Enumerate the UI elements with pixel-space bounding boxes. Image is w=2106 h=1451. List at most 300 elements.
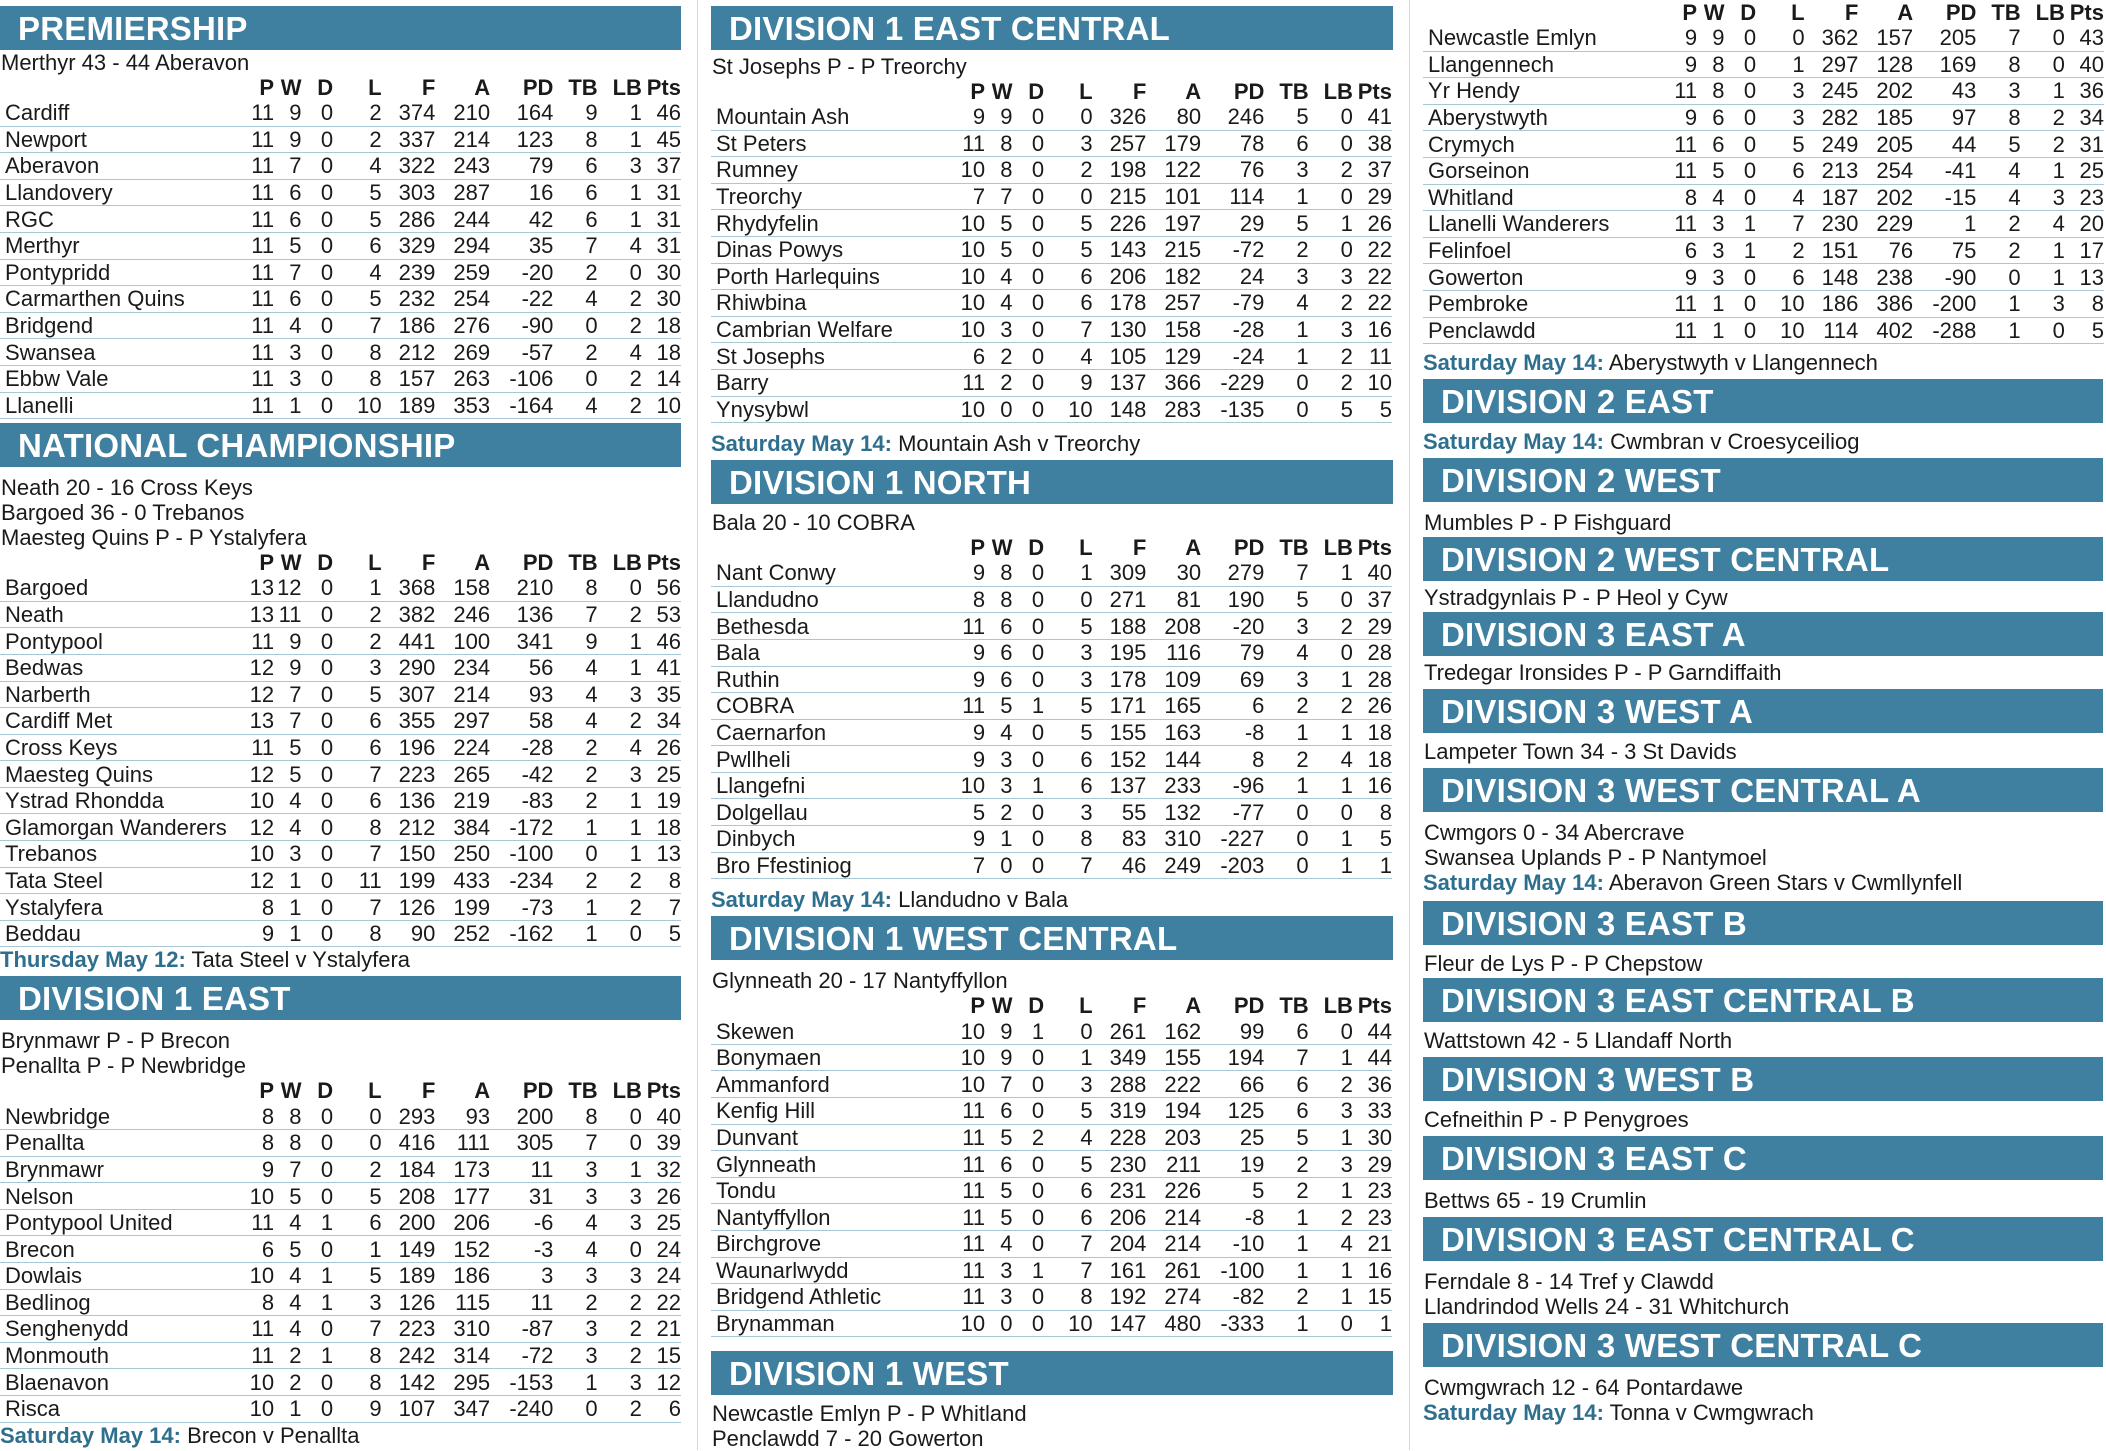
points-against-cell: 157 [1858,25,1913,51]
points-for-cell: 150 [382,841,436,868]
points-against-cell: 155 [1146,1044,1201,1071]
drawn-cell: 0 [301,575,333,601]
points-difference-cell: 29 [1201,210,1264,237]
drawn-cell: 1 [1012,693,1044,720]
drawn-cell: 0 [1012,560,1044,586]
won-cell: 2 [274,1342,301,1369]
played-cell: 7 [941,852,985,879]
lost-cell: 5 [333,179,381,206]
played-cell: 9 [1653,104,1697,131]
points-for-cell: 152 [1093,746,1147,773]
won-cell: 4 [985,263,1012,290]
drawn-cell: 1 [1012,772,1044,799]
losing-bonus-cell: 4 [598,734,642,761]
points-difference-cell: 341 [490,628,553,655]
points-difference-cell: -41 [1913,157,1976,184]
try-bonus-cell: 2 [1976,211,2020,238]
won-cell: 8 [274,1103,301,1129]
won-cell: 11 [274,601,301,628]
losing-bonus-cell: 0 [1309,130,1353,157]
points-cell: 46 [642,628,681,655]
team-name: Dinbych [711,826,941,853]
division-1-east-central-section [711,6,1396,456]
points-cell: 31 [642,206,681,233]
won-cell: 4 [985,719,1012,746]
drawn-cell: 0 [1012,183,1044,210]
played-cell: 11 [941,1204,985,1231]
team-header [0,75,230,100]
points-against-cell: 402 [1858,317,1913,344]
try-bonus-cell: 3 [553,1183,597,1210]
points-cell: 8 [642,867,681,894]
table-header-row [0,550,681,575]
played-cell: 11 [941,1124,985,1151]
drawn-cell: 0 [301,153,333,180]
try-bonus-cell: 0 [1264,369,1308,396]
losing-bonus-cell: 0 [1309,104,1353,130]
won-cell: 5 [1697,157,1724,184]
table-row [0,654,681,681]
fixture-line [711,887,1396,912]
points-difference-cell: -15 [1913,184,1976,211]
results-list [711,510,1396,535]
drawn-cell: 0 [301,681,333,708]
points-cell: 41 [642,654,681,681]
table-row [0,734,681,761]
lost-cell: 3 [1044,639,1092,666]
points-against-cell: 197 [1146,210,1201,237]
result-line: Swansea Uplands P - P Nantymoel [1424,845,1767,871]
played-cell: 12 [230,814,274,841]
points-against-cell: 158 [435,575,490,601]
try-bonus-cell: 1 [553,1369,597,1396]
results-list [0,50,684,75]
points-for-cell: 213 [1805,157,1859,184]
losing-bonus-cell: 1 [1309,666,1353,693]
played-cell: 10 [941,236,985,263]
won-cell: 8 [1697,51,1724,78]
won-cell: 5 [274,232,301,259]
division-3-east-a-section [1423,612,2106,685]
played-cell: 11 [941,693,985,720]
result-line: Brynmawr P - P Brecon [1,1028,231,1054]
points-cell: 26 [1353,693,1392,720]
losing-bonus-header: LB [612,550,642,576]
try-bonus-cell: 1 [1264,1310,1308,1337]
drawn-cell: 0 [1012,210,1044,237]
division-2-west-central-section [1423,537,2106,610]
fixture-teams: Brecon v Penallta [180,1422,360,1448]
drawn-cell: 0 [301,100,333,126]
try-bonus-cell: 3 [553,1342,597,1369]
team-name: Aberavon [0,153,230,180]
points-against-cell: 353 [435,392,490,419]
losing-bonus-cell: 2 [598,1342,642,1369]
won-cell: 1 [274,867,301,894]
lost-cell: 8 [1044,826,1092,853]
drawn-header: D [1028,993,1045,1019]
points-for-cell: 198 [1093,157,1147,184]
losing-bonus-cell: 3 [2021,184,2065,211]
league-table [711,79,1392,423]
points-for-cell: 195 [1093,639,1147,666]
losing-bonus-cell: 1 [1309,1177,1353,1204]
lost-cell: 10 [1044,396,1092,423]
drawn-cell: 0 [301,841,333,868]
drawn-cell: 0 [301,920,333,947]
played-cell: 9 [941,719,985,746]
played-cell: 11 [230,734,274,761]
points-header: Pts [646,1078,681,1104]
points-for-cell: 187 [1805,184,1859,211]
points-header: Pts [646,550,681,576]
won-cell: 9 [274,100,301,126]
table-row [711,799,1392,826]
points-for-cell: 55 [1093,799,1147,826]
try-bonus-cell: 7 [1264,560,1308,586]
lost-cell: 0 [333,1130,381,1157]
losing-bonus-cell: 3 [2021,290,2065,317]
points-against-cell: 233 [1146,772,1201,799]
lost-cell: 8 [333,365,381,392]
try-bonus-cell: 8 [553,1103,597,1129]
points-difference-cell: 58 [490,708,553,735]
points-for-cell: 441 [382,628,436,655]
points-difference-cell: -100 [490,841,553,868]
try-bonus-cell: 0 [1264,396,1308,423]
losing-bonus-cell: 1 [1309,852,1353,879]
points-against-cell: 81 [1146,586,1201,613]
table-row [711,1310,1392,1337]
played-cell: 11 [941,1098,985,1125]
points-for-cell: 212 [382,339,436,366]
points-cell: 18 [642,312,681,339]
points-for-cell: 228 [1093,1124,1147,1151]
losing-bonus-cell: 0 [598,920,642,947]
try-bonus-cell: 2 [553,259,597,286]
team-name: Bridgend Athletic [711,1284,941,1311]
points-cell: 29 [1353,183,1392,210]
lost-header: L [368,550,382,576]
team-name: Whitland [1423,184,1653,211]
losing-bonus-cell: 1 [1309,1124,1353,1151]
points-cell: 21 [642,1316,681,1343]
drawn-cell: 2 [1012,1124,1044,1151]
played-header: P [1682,0,1698,25]
losing-bonus-cell: 0 [2021,25,2065,51]
fixture-date: Thursday May 12: [0,947,186,973]
points-against-cell: 252 [435,920,490,947]
points-difference-cell: 78 [1201,130,1264,157]
drawn-cell: 0 [301,1236,333,1263]
points-difference-cell: 279 [1201,560,1264,586]
division-3-west-central-c-section [1423,1323,2106,1425]
table-row [711,719,1392,746]
won-cell: 5 [985,236,1012,263]
team-name: Newport [0,126,230,153]
points-difference-cell: -82 [1201,1284,1264,1311]
points-difference-cell: 8 [1201,746,1264,773]
losing-bonus-header: LB [612,75,642,100]
points-against-cell: 386 [1858,290,1913,317]
league-table [0,75,681,419]
try-bonus-cell: 1 [1264,343,1308,370]
points-against-cell: 246 [435,601,490,628]
table-row [0,153,681,180]
table-row [711,236,1392,263]
losing-bonus-cell: 2 [1309,1071,1353,1098]
points-difference-cell: -57 [490,339,553,366]
table-row [1423,237,2104,264]
points-for-cell: 157 [382,365,436,392]
played-cell: 10 [230,1183,274,1210]
try-bonus-cell: 0 [1976,264,2020,291]
table-row [0,392,681,419]
points-cell: 25 [642,761,681,788]
points-difference-cell: 1 [1913,211,1976,238]
points-for-cell: 204 [1093,1231,1147,1258]
points-cell: 18 [1353,719,1392,746]
points-difference-cell: -96 [1201,772,1264,799]
table-row [0,1289,681,1316]
won-cell: 9 [274,628,301,655]
played-cell: 13 [230,601,274,628]
try-bonus-cell: 7 [553,601,597,628]
points-cell: 24 [642,1263,681,1290]
points-against-cell: 158 [1146,316,1201,343]
points-for-cell: 178 [1093,666,1147,693]
points-for-cell: 126 [382,1289,436,1316]
points-against-cell: 214 [1146,1231,1201,1258]
team-name: Llandudno [711,586,941,613]
team-name: Rhiwbina [711,290,941,317]
drawn-cell: 0 [1012,130,1044,157]
points-for-cell: 147 [1093,1310,1147,1337]
try-bonus-cell: 2 [1264,1284,1308,1311]
drawn-cell: 0 [1012,316,1044,343]
results-list [0,475,684,550]
points-cell: 25 [2065,157,2104,184]
won-cell: 6 [985,1098,1012,1125]
points-against-cell: 30 [1146,560,1201,586]
points-header: Pts [1357,993,1392,1019]
table-row [0,575,681,601]
result-line: Cefneithin P - P Penygroes [1424,1107,1689,1133]
drawn-cell: 0 [1012,613,1044,640]
losing-bonus-cell: 0 [598,1236,642,1263]
played-cell: 10 [941,772,985,799]
team-header [0,550,230,575]
result-line: Ferndale 8 - 14 Tref y Clawdd [1424,1269,1714,1295]
points-difference-cell: 16 [490,179,553,206]
points-for-cell: 184 [382,1156,436,1183]
played-cell: 9 [1653,264,1697,291]
won-cell: 5 [985,1177,1012,1204]
points-difference-cell: -106 [490,365,553,392]
lost-cell: 5 [1044,1151,1092,1178]
losing-bonus-cell: 2 [1309,369,1353,396]
lost-cell: 5 [1044,693,1092,720]
losing-bonus-cell: 0 [2021,51,2065,78]
points-cell: 38 [1353,130,1392,157]
points-against-cell: 249 [1146,852,1201,879]
team-name: Cambrian Welfare [711,316,941,343]
national-championship-section [0,423,684,972]
league-table [1423,0,2104,344]
losing-bonus-cell: 3 [1309,263,1353,290]
table-row [711,369,1392,396]
losing-bonus-cell: 3 [598,681,642,708]
result-line: Tredegar Ironsides P - P Garndiffaith [1424,660,1782,686]
team-name: Mountain Ash [711,104,941,130]
team-name: Tondu [711,1177,941,1204]
table-row [1423,290,2104,317]
played-cell: 6 [1653,237,1697,264]
played-cell: 13 [230,708,274,735]
points-difference-cell: 205 [1913,25,1976,51]
table-row [711,772,1392,799]
table-row [711,210,1392,237]
won-cell: 8 [985,560,1012,586]
try-bonus-cell: 3 [1264,613,1308,640]
points-cell: 15 [1353,1284,1392,1311]
losing-bonus-cell: 2 [598,708,642,735]
team-name: Tata Steel [0,867,230,894]
result-line: Newcastle Emlyn P - P Whitland [712,1401,1027,1427]
section-title: DIVISION 3 EAST CENTRAL C [1423,1217,2103,1261]
won-cell: 0 [985,396,1012,423]
try-bonus-cell: 4 [553,681,597,708]
losing-bonus-cell: 1 [1309,1284,1353,1311]
lost-cell: 3 [1044,666,1092,693]
drawn-cell: 1 [301,1263,333,1290]
lost-cell: 7 [333,841,381,868]
fixture-date: Saturday May 14: [711,887,892,913]
drawn-cell: 0 [1012,666,1044,693]
team-header [1423,0,1653,25]
losing-bonus-cell: 1 [1309,1257,1353,1284]
played-cell: 11 [941,1257,985,1284]
points-for-cell: 206 [1093,1204,1147,1231]
points-against-cell: 80 [1146,104,1201,130]
lost-header: L [368,1078,382,1104]
played-cell: 10 [941,157,985,184]
losing-bonus-cell: 4 [1309,746,1353,773]
section-title: DIVISION 1 WEST CENTRAL [711,916,1393,960]
points-difference-cell: 43 [1913,78,1976,105]
points-difference-header: PD [522,75,554,100]
lost-cell: 0 [1756,25,1804,51]
points-difference-cell: -90 [1913,264,1976,291]
points-for-cell: 206 [1093,263,1147,290]
team-name: Yr Hendy [1423,78,1653,105]
lost-cell: 10 [333,392,381,419]
table-row [711,613,1392,640]
result-line: Glynneath 20 - 17 Nantyffyllon [712,968,1008,994]
losing-bonus-cell: 0 [1309,183,1353,210]
table-row [711,826,1392,853]
table-row [711,130,1392,157]
won-cell: 4 [1697,184,1724,211]
team-header [711,993,941,1018]
try-bonus-cell: 0 [1264,852,1308,879]
losing-bonus-cell: 1 [1309,772,1353,799]
fixture-date: Saturday May 14: [1423,350,1604,376]
points-cell: 46 [642,100,681,126]
points-difference-cell: -8 [1201,1204,1264,1231]
won-cell: 7 [274,153,301,180]
drawn-cell: 0 [1012,1044,1044,1071]
team-name: Barry [711,369,941,396]
lost-cell: 5 [1044,613,1092,640]
team-name: Neath [0,601,230,628]
won-cell: 9 [985,1018,1012,1044]
lost-cell: 4 [1044,1124,1092,1151]
points-against-cell: 210 [435,100,490,126]
team-name: Brynamman [711,1310,941,1337]
drawn-cell: 1 [301,1342,333,1369]
points-difference-cell: -83 [490,787,553,814]
points-for-cell: 186 [1805,290,1859,317]
points-cell: 40 [642,1103,681,1129]
try-bonus-cell: 0 [1264,826,1308,853]
points-against-cell: 261 [1146,1257,1201,1284]
points-against-header: A [474,75,491,100]
losing-bonus-cell: 1 [2021,237,2065,264]
points-against-cell: 208 [1146,613,1201,640]
drawn-cell: 0 [1012,719,1044,746]
team-name: COBRA [711,693,941,720]
played-cell: 9 [941,560,985,586]
losing-bonus-cell: 2 [1309,157,1353,184]
section-title: DIVISION 1 EAST CENTRAL [711,6,1393,50]
losing-bonus-cell: 1 [598,841,642,868]
points-for-cell: 199 [382,867,436,894]
try-bonus-cell: 6 [1264,1098,1308,1125]
points-against-cell: 203 [1146,1124,1201,1151]
played-cell: 8 [941,586,985,613]
played-cell: 10 [230,1395,274,1422]
lost-cell: 5 [1044,236,1092,263]
points-against-header: A [1185,535,1202,561]
points-for-cell: 242 [382,1342,436,1369]
result-line: Bargoed 36 - 0 Trebanos [1,500,245,526]
points-difference-cell: -42 [490,761,553,788]
points-against-cell: 215 [1146,236,1201,263]
try-bonus-cell: 2 [1264,746,1308,773]
won-cell: 5 [274,734,301,761]
try-bonus-cell: 7 [1976,25,2020,51]
played-cell: 8 [1653,184,1697,211]
points-cell: 34 [2065,104,2104,131]
team-name: Cross Keys [0,734,230,761]
fixture-teams: Aberavon Green Stars v Cwmllynfell [1603,870,1963,896]
lost-header: L [1079,79,1093,104]
points-cell: 23 [2065,184,2104,211]
team-name: Pwllheli [711,746,941,773]
won-header: W [280,1078,302,1104]
try-bonus-header: TB [1279,79,1309,104]
losing-bonus-cell: 3 [598,761,642,788]
drawn-cell: 0 [301,734,333,761]
losing-bonus-cell: 2 [1309,1204,1353,1231]
try-bonus-cell: 1 [1976,317,2020,344]
table-row [0,1316,681,1343]
table-row [711,183,1392,210]
fixture-line [0,1423,684,1448]
table-row [711,693,1392,720]
team-name: Swansea [0,339,230,366]
